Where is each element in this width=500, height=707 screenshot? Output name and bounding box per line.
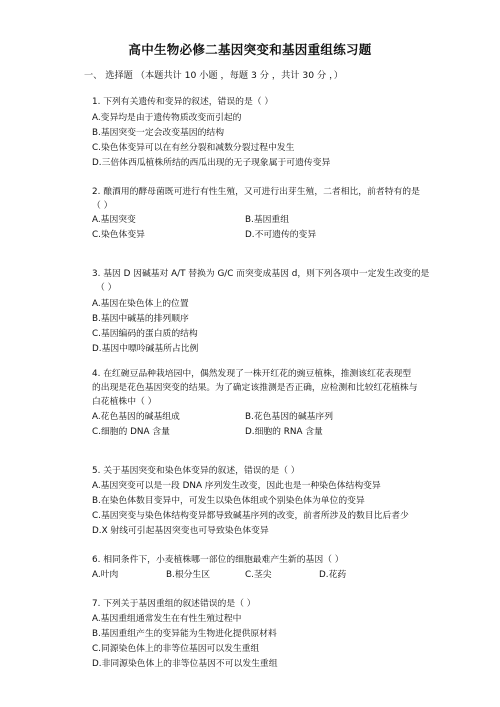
option-c: C.茎尖 bbox=[245, 570, 272, 580]
option-c: C.细胞的 DNA 含量 bbox=[92, 427, 170, 437]
option-b: B.基因重组 bbox=[245, 215, 290, 225]
option-b: B.在染色体数目变异中，可发生以染色体组或个别染色体为单位的变异 bbox=[92, 496, 365, 506]
option-c: C.染色体变异 bbox=[92, 230, 145, 240]
question-stem-cont: （ ） bbox=[92, 201, 113, 211]
question-stem: 5. 关于基因突变和染色体变异的叙述，错误的是（ ） bbox=[92, 466, 300, 476]
option-b: B.花色基因的碱基序列 bbox=[245, 412, 334, 422]
option-c: C.染色体变异可以在有丝分裂和减数分裂过程中发生 bbox=[92, 143, 295, 153]
question-stem-cont: 的出现是花色基因突变的结果。为了确定该推测是否正确，应检测和比较红花植株与 bbox=[92, 383, 418, 393]
option-b: B.根分生区 bbox=[166, 570, 211, 580]
option-d: D.不可遗传的变异 bbox=[245, 230, 317, 240]
section-heading: 一、 选择题 （本题共计 10 小题 ，每题 3 分 ，共计 30 分 ，） bbox=[84, 70, 343, 81]
page-title: 高中生物必修二基因突变和基因重组练习题 bbox=[128, 42, 372, 57]
option-b: B.基因重组产生的变异能为生物进化提供原材料 bbox=[92, 629, 277, 639]
option-d: D.基因中嘌呤碱基所占比例 bbox=[92, 344, 199, 354]
option-a: A.基因重组通常发生在有性生殖过程中 bbox=[92, 614, 242, 624]
option-d: D.花药 bbox=[319, 570, 347, 580]
option-a: A.基因突变可以是一段 DNA 序列发生改变，因此也是一种染色体结构变异 bbox=[92, 481, 381, 491]
option-a: A.变异均是由于遗传物质改变而引起的 bbox=[92, 113, 242, 123]
question-stem-cont: 白花植株中（ ） bbox=[92, 397, 157, 407]
question-stem: 1. 下列有关遗传和变异的叙述，错误的是（ ） bbox=[92, 97, 274, 107]
option-c: C.基因突变与染色体结构变异都导致碱基序列的改变，前者所涉及的数目比后者少 bbox=[92, 511, 409, 521]
option-b: B.基因突变一定会改变基因的结构 bbox=[92, 128, 224, 138]
option-d: D.细胞的 RNA 含量 bbox=[245, 427, 323, 437]
option-d: D.非同源染色体上的非等位基因不可以发生重组 bbox=[92, 659, 278, 669]
option-a: A.叶肉 bbox=[92, 570, 119, 580]
option-a: A.花色基因的碱基组成 bbox=[92, 412, 180, 422]
option-b: B.基因中碱基的排列顺序 bbox=[92, 314, 189, 324]
question-stem: 4. 在红碗豆品种栽培园中，偶然发现了一株开红花的豌豆植株，推测该红花表现型 bbox=[92, 369, 412, 379]
option-d: D.X 射线可引起基因突变也可导致染色体变异 bbox=[92, 526, 269, 536]
option-c: C.同源染色体上的非等位基因可以发生重组 bbox=[92, 644, 260, 654]
option-c: C.基因编码的蛋白质的结构 bbox=[92, 329, 198, 339]
option-a: A.基因突变 bbox=[92, 215, 136, 225]
question-stem: 2. 酿酒用的酵母菌既可进行有性生殖，又可进行出芽生殖，二者相比，前者特有的是 bbox=[92, 187, 420, 197]
option-a: A.基因在染色体上的位置 bbox=[92, 299, 189, 309]
question-stem-cont: （ ） bbox=[96, 283, 117, 293]
question-stem: 6. 相同条件下，小麦植株哪一部位的细胞最难产生新的基因（ ） bbox=[92, 555, 344, 565]
option-d: D.三倍体西瓜植株所结的西瓜出现的无子现象属于可遗传变异 bbox=[92, 158, 331, 168]
question-stem: 7. 下列关于基因重组的叙述错误的是（ ） bbox=[92, 599, 256, 609]
question-stem: 3. 基因 D 因碱基对 A/T 替换为 G/C 而突变成基因 d，则下列各项中一定发生改变的是 bbox=[92, 269, 430, 279]
